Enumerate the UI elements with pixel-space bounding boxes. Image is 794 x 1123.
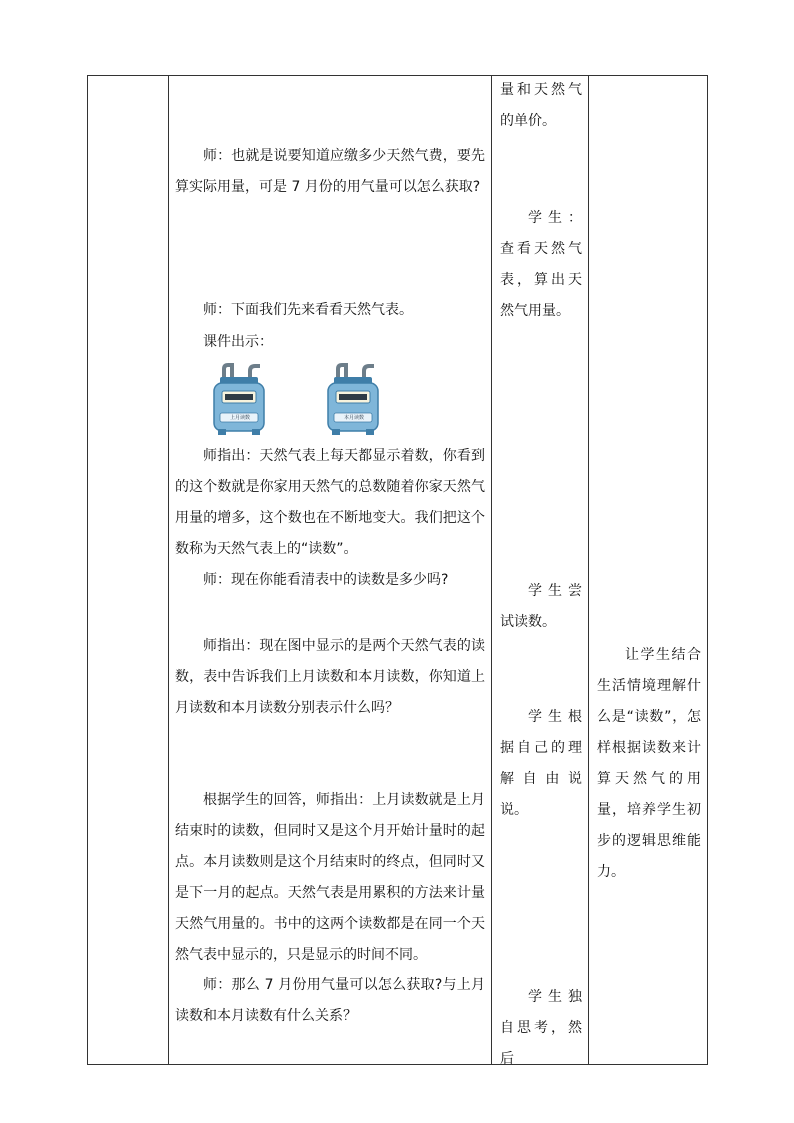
teacher-text-7: 根据学生的回答，师指出：上月读数就是上月结束时的读数，但同时又是这个月开始计量时的起点。本月读数则是这个月结束时的终点，但同时又是下一月的起点。天然气表是用累积的方法来计量天然气用量的。书中的这两个读数都是在同一个天然气表中显示的，只是显示的时间不同。 <box>175 792 485 963</box>
teacher-text-3: 课件出示： <box>203 334 273 350</box>
meter-label-this-month: 本月读数 <box>343 415 364 421</box>
teacher-text-4: 师指出：天然气表上每天都显示着数，你看到的这个数就是你家用天然气的总数随着你家天然气用量的增多，这个数也在不断地变大。我们把这个数称为天然气表上的“读数”。 <box>175 448 485 557</box>
gas-meter-icon <box>324 363 384 437</box>
student-text-2: 学生：查看天然气表，算出天然气用量。 <box>500 210 582 319</box>
teacher-text-6: 师指出：现在图中显示的是两个天然气表的读数，表中告诉我们上月读数和本月读数，你知道上月读数和本月读数分别表示什么吗？ <box>175 638 485 716</box>
design-intent-cell <box>589 76 707 1064</box>
student-text-1: 量和天然气的单价。 <box>500 82 582 129</box>
student-activity-cell <box>492 76 588 1067</box>
teacher-text-2: 师：下面我们先来看看天然气表。 <box>203 302 413 318</box>
meter-label-last-month: 上月读数 <box>229 415 250 421</box>
teacher-activity-cell <box>169 76 491 1064</box>
student-text-4: 学生根据自己的理解自由说说。 <box>500 709 582 818</box>
intent-text: 让学生结合生活情境理解什么是“读数”，怎样根据读数来计算天然气的用量，培养学生初步的逻辑思维能力。 <box>597 647 701 880</box>
teacher-text-5: 师：现在你能看清表中的读数是多少吗? <box>203 572 449 588</box>
lesson-table <box>87 75 708 1065</box>
gas-meter-icon <box>210 363 270 437</box>
student-text-5: 学生独自思考，然后 <box>500 989 582 1067</box>
student-text-3: 学生尝试读数。 <box>500 583 582 630</box>
teacher-text-8: 师：那么 7 月份用气量可以怎么获取?与上月读数和本月读数有什么关系？ <box>175 977 485 1024</box>
teacher-text-1: 师：也就是说要知道应缴多少天然气费，要先算实际用量，可是 7 月份的用气量可以怎么获取? <box>175 148 485 195</box>
